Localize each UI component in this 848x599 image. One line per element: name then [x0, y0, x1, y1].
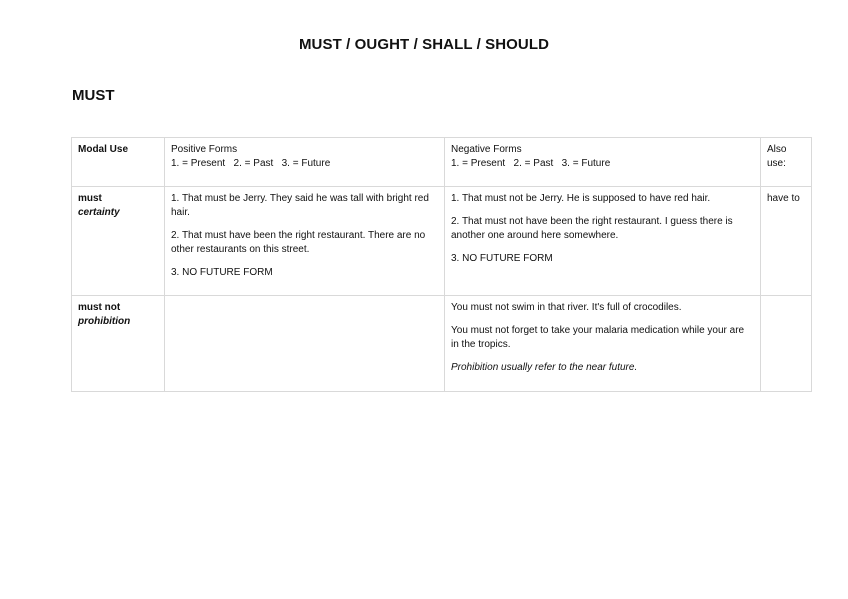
- also-use-cell: have to: [761, 187, 812, 296]
- usage-note: Prohibition usually refer to the near future.: [451, 362, 638, 373]
- positive-forms-cell: [165, 187, 445, 296]
- header-also-use: Also use:: [761, 138, 812, 187]
- modal-word: must not: [78, 302, 121, 313]
- table-header-row: [72, 138, 812, 187]
- modal-meaning: prohibition: [78, 316, 131, 327]
- table-row-must-not: [72, 296, 812, 392]
- positive-forms-legend: 1. = Present 2. = Past 3. = Future: [171, 158, 331, 169]
- modal-table: [71, 137, 812, 392]
- modal-word: must: [78, 193, 102, 204]
- example-sentence: You must not swim in that river. It's full of crocodiles.: [451, 302, 682, 313]
- positive-forms-title: Positive Forms: [171, 144, 238, 155]
- table-row-must: [72, 187, 812, 296]
- negative-forms-legend: 1. = Present 2. = Past 3. = Future: [451, 158, 611, 169]
- example-sentence: 2. That must not have been the right restaurant. I guess there is another one around here somewhere.: [451, 216, 733, 241]
- header-positive-forms: [165, 138, 445, 187]
- negative-forms-cell: [445, 296, 761, 392]
- section-heading: MUST: [72, 87, 115, 104]
- positive-forms-cell: [165, 296, 445, 392]
- header-modal-use: Modal Use: [72, 138, 165, 187]
- example-sentence: 3. NO FUTURE FORM: [451, 253, 553, 264]
- example-sentence: 3. NO FUTURE FORM: [171, 267, 273, 278]
- also-use-cell: [761, 296, 812, 392]
- modal-cell-must: [72, 187, 165, 296]
- modal-meaning: certainty: [78, 207, 120, 218]
- modal-cell-must-not: [72, 296, 165, 392]
- header-negative-forms: [445, 138, 761, 187]
- negative-forms-title: Negative Forms: [451, 144, 522, 155]
- example-sentence: 2. That must have been the right restaurant. There are no other restaurants on this street.: [171, 230, 426, 255]
- example-sentence: You must not forget to take your malaria medication while your are in the tropics.: [451, 325, 745, 350]
- example-sentence: 1. That must be Jerry. They said he was tall with bright red hair.: [171, 193, 429, 218]
- example-sentence: 1. That must not be Jerry. He is supposed to have red hair.: [451, 193, 711, 204]
- page-title: MUST / OUGHT / SHALL / SHOULD: [298, 36, 550, 53]
- negative-forms-cell: [445, 187, 761, 296]
